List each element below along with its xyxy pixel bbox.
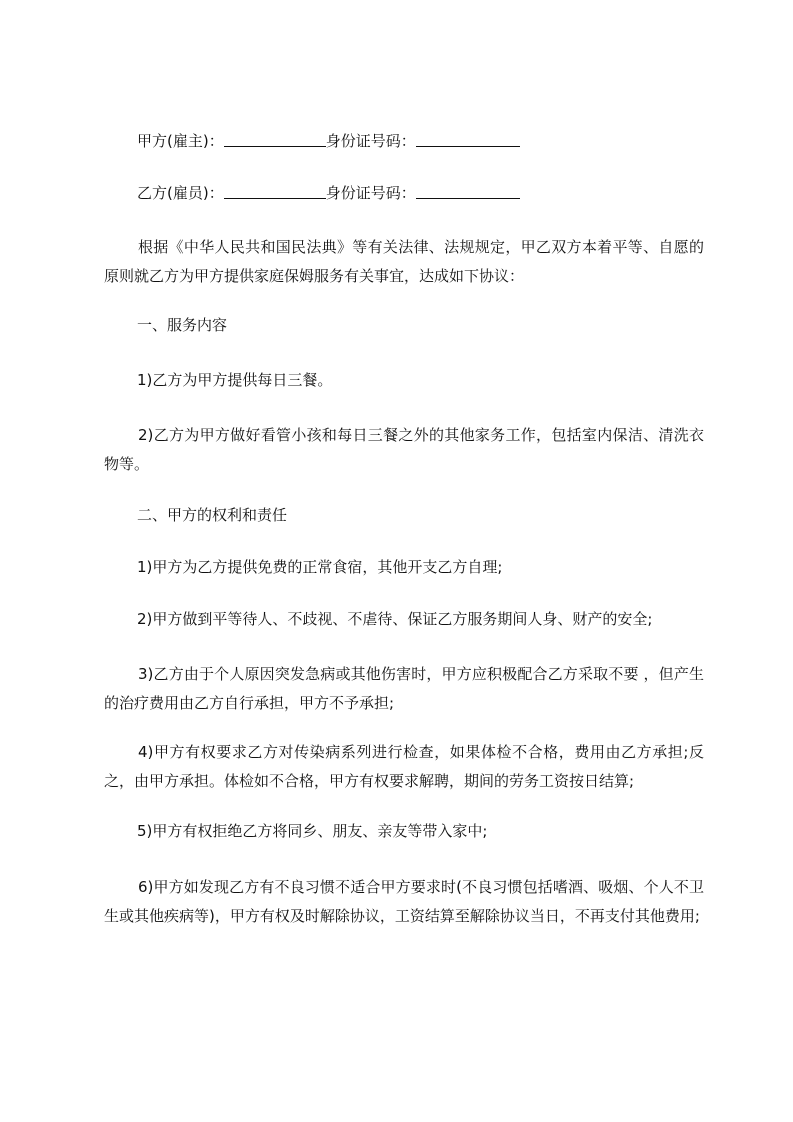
- section-2-item-2: 2)甲方做到平等待人、不歧视、不虐待、保证乙方服务期间人身、财产的安全;: [137, 610, 653, 628]
- party-a-id-blank[interactable]: [416, 132, 520, 147]
- party-a-line: [137, 130, 793, 152]
- preamble-paragraph: 根据《中华人民共和国民法典》等有关法律、法规规定，甲乙双方本着平等、自愿的原则就乙方为甲方提供家庭保姆服务有关事宜，达成如下协议：: [104, 238, 704, 285]
- section-2-item-1: 1)甲方为乙方提供免费的正常食宿，其他开支乙方自理;: [137, 558, 503, 576]
- section-2-item-6: 6)甲方如发现乙方有不良习惯不适合甲方要求时(不良习惯包括嗜酒、吸烟、个人不卫生或其他疾病等)，甲方有权及时解除协议，工资结算至解除协议当日，不再支付其他费用;: [104, 878, 704, 925]
- party-b-name-blank[interactable]: [224, 184, 326, 199]
- party-b-label: 乙方(雇员)：: [137, 184, 224, 202]
- section-2-item-4: 4)甲方有权要求乙方对传染病系列进行检查，如果体检不合格，费用由乙方承担;反之，由甲方承担。体检如不合格，甲方有权要求解聘，期间的劳务工资按日结算;: [104, 743, 704, 790]
- party-a-name-blank[interactable]: [224, 132, 326, 147]
- section-2-heading: 二、甲方的权利和责任: [137, 506, 288, 524]
- party-b-id-label: 身份证号码：: [325, 184, 416, 202]
- section-2-item-5: 5)甲方有权拒绝乙方将同乡、朋友、亲友等带入家中;: [137, 822, 488, 840]
- party-b-line: [137, 182, 793, 204]
- section-2-item-3: 3)乙方由于个人原因突发急病或其他伤害时，甲方应积极配合乙方采取不要 ，但产生的治疗费用由乙方自行承担，甲方不予承担;: [104, 665, 704, 712]
- section-1-item-1: 1)乙方为甲方提供每日三餐。: [137, 371, 333, 389]
- section-1-heading: 一、服务内容: [137, 316, 228, 334]
- section-1-item-2: 2)乙方为甲方做好看管小孩和每日三餐之外的其他家务工作，包括室内保洁、清洗衣物等。: [104, 426, 704, 473]
- party-a-id-label: 身份证号码：: [325, 132, 416, 150]
- party-b-id-blank[interactable]: [416, 184, 520, 199]
- party-a-label: 甲方(雇主)：: [137, 132, 224, 150]
